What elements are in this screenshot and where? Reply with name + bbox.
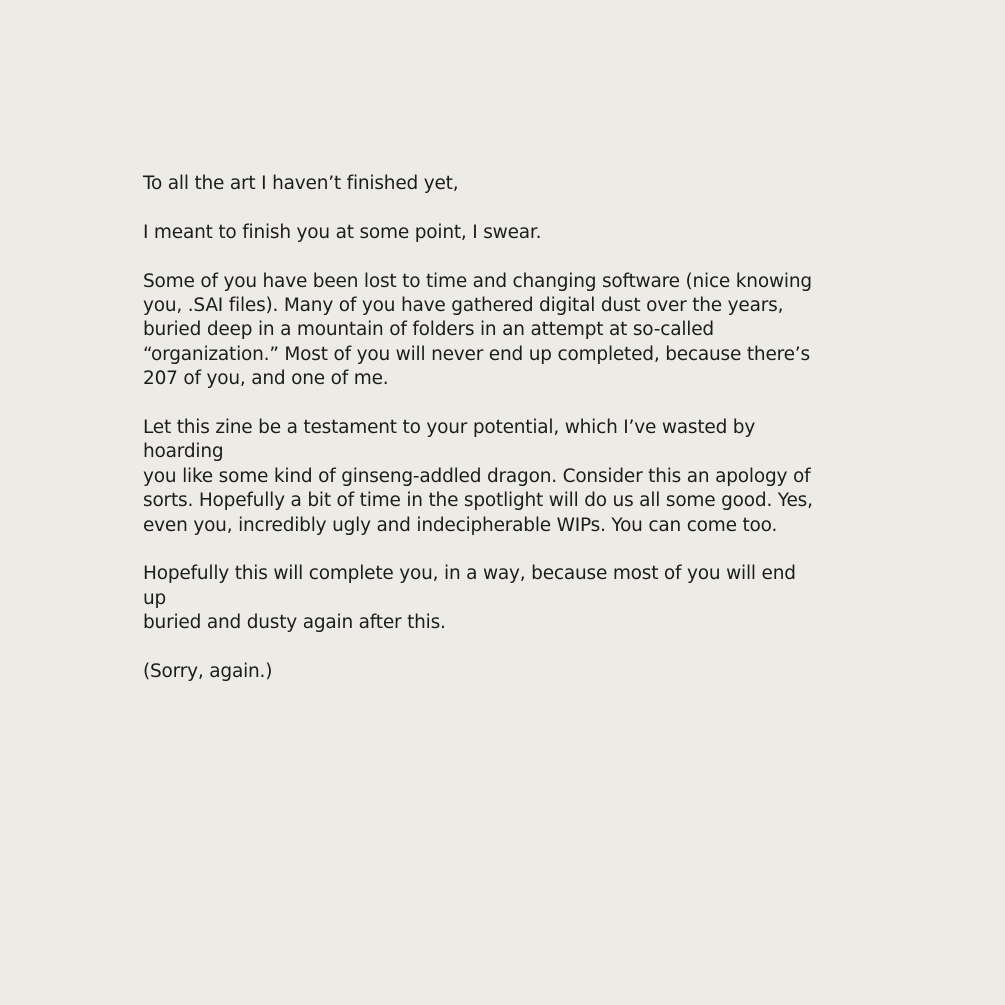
letter-paragraph: Let this zine be a testament to your potential, which I’ve wasted by hoarding you like some kind of ginseng-addled dragon. Consider this an apology of sorts. Hopefully a bit of time in the spotlight will do us all some good. Yes, even you, incredibly ugly and indecipherable WIPs. You can come too. <box>143 417 813 536</box>
letter-paragraph: I meant to finish you at some point, I swear. <box>143 221 542 243</box>
letter-body <box>143 172 823 709</box>
letter-closing: (Sorry, again.) <box>143 661 273 683</box>
letter-paragraph: Hopefully this will complete you, in a way, because most of you will end up buried and dusty again after this. <box>143 563 796 634</box>
letter-paragraph: Some of you have been lost to time and changing software (nice knowing you, .SAI files). Many of you have gathered digital dust over the years, buried deep in a mountain of folders in an attempt at so-called “organization.” Most of you will never end up completed, because there’s 207 of you, and one of me. <box>143 270 812 390</box>
letter-greeting: To all the art I haven’t finished yet, <box>143 173 459 194</box>
